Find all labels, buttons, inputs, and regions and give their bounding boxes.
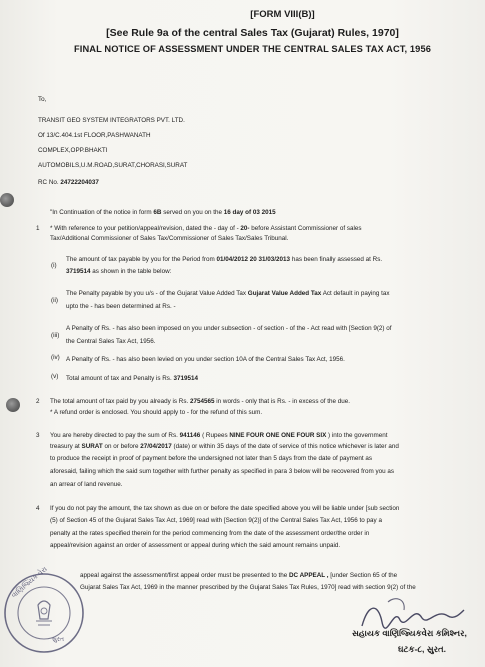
v-l1-amount: 3719514: [173, 375, 198, 382]
address-line-1: Of 13/C.404.1st FLOOR,PASHWANATH: [38, 132, 151, 139]
i-l1-a: The amount of tax payable by you for the Period from: [66, 256, 215, 263]
i-l1-b: 01/04/2012 20 31/03/2013: [216, 256, 291, 263]
address-line-2: COMPLEX,OPP.BHAKTI: [38, 147, 108, 154]
rule-reference: [See Rule 9a of the central Sales Tax (Gujarat) Rules, 1970]: [106, 27, 399, 39]
item-ii-line-1: [66, 290, 390, 298]
ii-l1-c: Act default in paying tax: [322, 290, 390, 297]
para-4-line-4: appeal/revision against an order of assessment or appeal during which the said amount remains unpaid.: [50, 542, 341, 549]
officer-signature: [348, 596, 468, 662]
intro-form-no: 6B: [153, 209, 162, 216]
seal-emblem-icon: [2, 571, 86, 655]
para-2-line-1: [50, 398, 350, 406]
p1-l1-a: * With reference to your petition/appeal/revision, dated the - day of -: [50, 225, 239, 232]
para-4-line-1: If you do not pay the amount, the tax shown as due on or before the date specified above you will be liable under [sub section: [50, 505, 400, 512]
p1-l1-c: before Assistant Commissioner of sales: [251, 225, 362, 232]
intro-text-1: "In Continuation of the notice in form: [50, 209, 152, 216]
para-1-line-2: Tax/Additional Commissioner of Sales Tax/Commissioner of Sales Tax/Sales Tribunal.: [50, 235, 289, 242]
para-3-line-4: aforesaid, failing which the said sum together with further penalty as specified in para 3 below will be recovered from you as: [50, 468, 395, 475]
v-l1-text: Total amount of tax and Penalty is Rs.: [66, 375, 172, 382]
para-4-line-3: penalty at the rates specified therein for the period commencing from the date of the assessment order/the order in: [50, 530, 370, 537]
para-1-line-1: [50, 225, 362, 233]
para-4-number: 4: [36, 505, 40, 512]
i-l2-text: as shown in the table below:: [92, 268, 172, 275]
para-5-line-2: Gujarat Sales Tax Act, 1969 in the manner prescribed by the Gujarat Sales Tax Rules, 1970] read with section 9(2) of the: [80, 584, 416, 591]
para-1-number: 1: [36, 225, 40, 232]
item-i-line-2: [66, 268, 171, 276]
para-3-line-3: to produce the receipt in proof of payment before the undersigned not later than 5 days from the date of payment as: [50, 455, 373, 462]
notice-title: FINAL NOTICE OF ASSESSMENT UNDER THE CENTRAL SALES TAX ACT, 1956: [74, 44, 431, 54]
p3-l2-place: SURAT: [81, 443, 103, 450]
p3-l2-date: 27/04/2017: [140, 443, 172, 450]
para-2-line-2: * A refund order is enclosed. You should apply to - for the refund of this sum.: [50, 409, 263, 416]
i-l2-amount: 3719514: [66, 268, 91, 275]
address-to: To,: [38, 96, 47, 103]
p3-l1-a: You are hereby directed to pay the sum of Rs.: [50, 432, 178, 439]
rc-value: 24722204037: [60, 179, 99, 186]
item-ii-label: (ii): [51, 297, 58, 304]
p5-l1-office: DC APPEAL ,: [288, 572, 329, 579]
para-2-number: 2: [36, 398, 40, 405]
p5-l1-a: appeal against the assessment/first appeal order must be presented to the: [80, 572, 288, 579]
para-3-line-5: an arrear of land revenue.: [50, 481, 123, 488]
i-l1-c: has been finally assessed at Rs.: [291, 256, 383, 263]
seal-text-top: વાણિજ્યિક વેરા: [10, 565, 49, 600]
signature-designation: સહાયક વાણિજ્યિકવેરા કમિશ્નર,: [352, 628, 467, 638]
intro-line: [50, 209, 276, 217]
item-iii-line-2: the Central Sales Tax Act, 1956.: [66, 338, 156, 345]
intro-text-2: served on you on the: [163, 209, 223, 216]
item-v-label: (v): [51, 373, 59, 380]
item-iv-line-1: A Penalty of Rs. - has also been levied on you under section 10A of the Central Sales Tax Act, 1956.: [66, 356, 345, 363]
item-iv-label: (iv): [51, 354, 60, 361]
p5-l1-c: [under Section 65 of the: [330, 572, 398, 579]
p3-l1-e: ) into the government: [328, 432, 388, 439]
para-5-line-1: [80, 572, 397, 580]
para-3-number: 3: [36, 432, 40, 439]
para-3-line-2: [50, 443, 399, 451]
p3-l1-amount: 941146: [179, 432, 201, 439]
p2-l1-amount: 2754565: [190, 398, 215, 405]
rc-label: RC No.: [38, 179, 59, 186]
p3-l1-words: NINE FOUR ONE ONE FOUR SIX: [229, 432, 327, 439]
p1-l1-b: 20-: [240, 225, 250, 232]
company-name: TRANSIT GEO SYSTEM INTEGRATORS PVT. LTD.: [38, 117, 185, 124]
seal-text-bottom: સુરત: [52, 637, 64, 643]
p2-l1-c: in words - only that is Rs. - in excess of the due.: [216, 398, 350, 405]
p3-l2-a: treasury at: [50, 443, 80, 450]
item-iii-line-1: A Penalty of Rs. - has also been imposed on you under subsection - of section - of the - Act read with [Section 9(2) of: [66, 325, 392, 332]
p3-l2-c: on or before: [104, 443, 139, 450]
intro-day: 16 day of 03 2015: [223, 209, 276, 216]
item-i-label: (i): [51, 262, 57, 269]
signature-office: ઘટક-૮, સુરત.: [398, 644, 447, 654]
official-seal: [2, 565, 86, 655]
p3-l1-c: ( Rupees: [202, 432, 228, 439]
para-3-line-1: [50, 432, 388, 440]
address-line-3: AUTOMOBILS,U.M.ROAD,SURAT,CHORASI,SURAT: [38, 162, 188, 169]
item-ii-line-2: upto the - has been determined at Rs. -: [66, 303, 176, 310]
para-4-line-2: (5) of Section 45 of the Gujarat Sales Tax Act, 1969] read with [Section 9(2)] of the Central Sales Tax Act, 1956 to pay a: [50, 517, 382, 524]
rc-number: [38, 179, 99, 187]
item-v-line-1: [66, 375, 198, 383]
item-iii-label: (iii): [51, 332, 60, 339]
item-i-line-1: [66, 256, 382, 264]
punch-hole-top: [0, 193, 14, 207]
p2-l1-a: The total amount of tax paid by you already is Rs.: [50, 398, 189, 405]
ii-l1-a: The Penalty payable by you u/s - of the Gujarat Value Added Tax: [66, 290, 247, 297]
punch-hole-bottom: [6, 398, 20, 412]
ii-l1-b: Gujarat Value Added Tax: [247, 290, 322, 297]
form-number: [FORM VIII(B)]: [250, 9, 315, 20]
p3-l2-e: (date) or within 35 days of the date of service of this notice whichever is later and: [173, 443, 399, 450]
